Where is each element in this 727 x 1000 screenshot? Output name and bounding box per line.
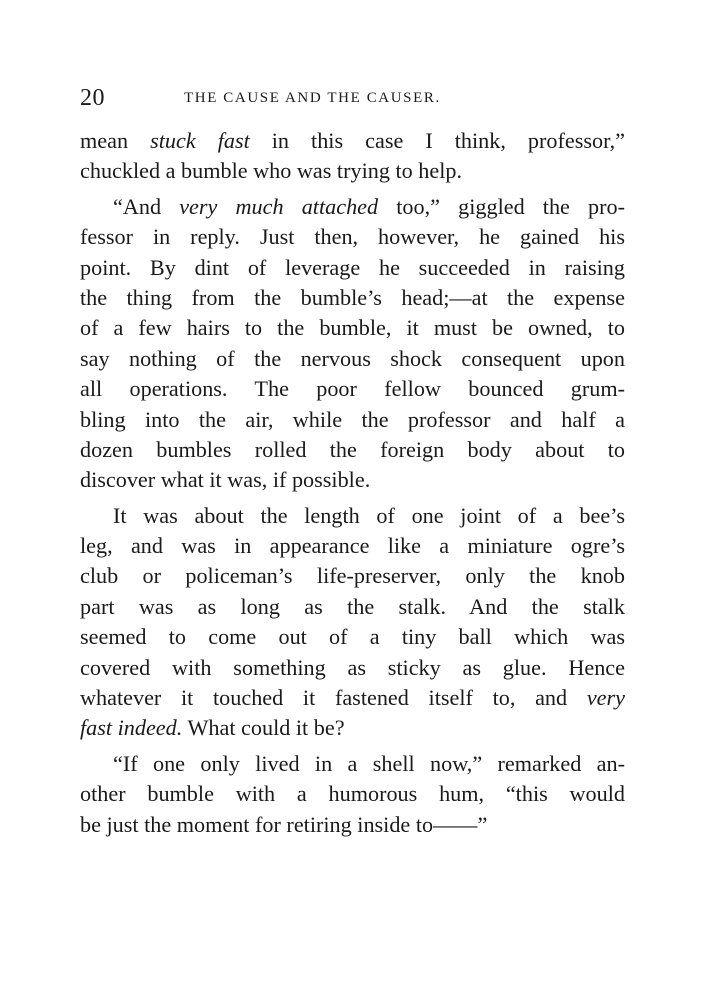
text-line: chuckled a bumble who was trying to help. — [80, 158, 463, 184]
text-line: fast indeed. What could it be? — [80, 715, 345, 741]
text-line: “And very much attached too,” giggled the pro- — [113, 193, 626, 219]
text-line: be just the moment for retiring inside to——” — [80, 811, 488, 837]
page-number: 20 — [80, 85, 105, 111]
text-line: It was about the length of one joint of a bee’s — [113, 502, 625, 528]
text-line: part was as long as the stalk. And the stalk — [80, 593, 625, 619]
body-text — [80, 126, 625, 840]
text-line: club or policeman’s life-preserver, only the knob — [80, 563, 625, 589]
text-line: leg, and was in appearance like a miniature ogre’s — [80, 533, 625, 559]
text-line: the thing from the bumble’s head;—at the expense — [80, 284, 625, 310]
text-line: whatever it touched it fastened itself to, and very — [80, 685, 625, 711]
text-line: seemed to come out of a tiny ball which was — [80, 624, 625, 650]
text-line: “If one only lived in a shell now,” remarked an- — [113, 750, 625, 776]
text-line: discover what it was, if possible. — [80, 467, 371, 493]
text-line: mean stuck fast in this case I think, professor,” — [80, 128, 625, 153]
running-head — [80, 84, 625, 114]
running-title: THE CAUSE AND THE CAUSER. — [184, 90, 441, 106]
text-line: all operations. The poor fellow bounced grum- — [80, 376, 625, 402]
text-line: covered with something as sticky as glue. Hence — [80, 654, 625, 680]
text-line: other bumble with a humorous hum, “this would — [80, 781, 625, 807]
text-line: bling into the air, while the professor and half a — [80, 406, 625, 432]
text-line: say nothing of the nervous shock consequent upon — [80, 345, 625, 371]
text-line: dozen bumbles rolled the foreign body about to — [80, 436, 625, 462]
text-line: point. By dint of leverage he succeeded in raising — [80, 254, 625, 280]
text-line: of a few hairs to the bumble, it must be owned, to — [80, 315, 625, 341]
text-line: fessor in reply. Just then, however, he gained his — [80, 224, 625, 250]
